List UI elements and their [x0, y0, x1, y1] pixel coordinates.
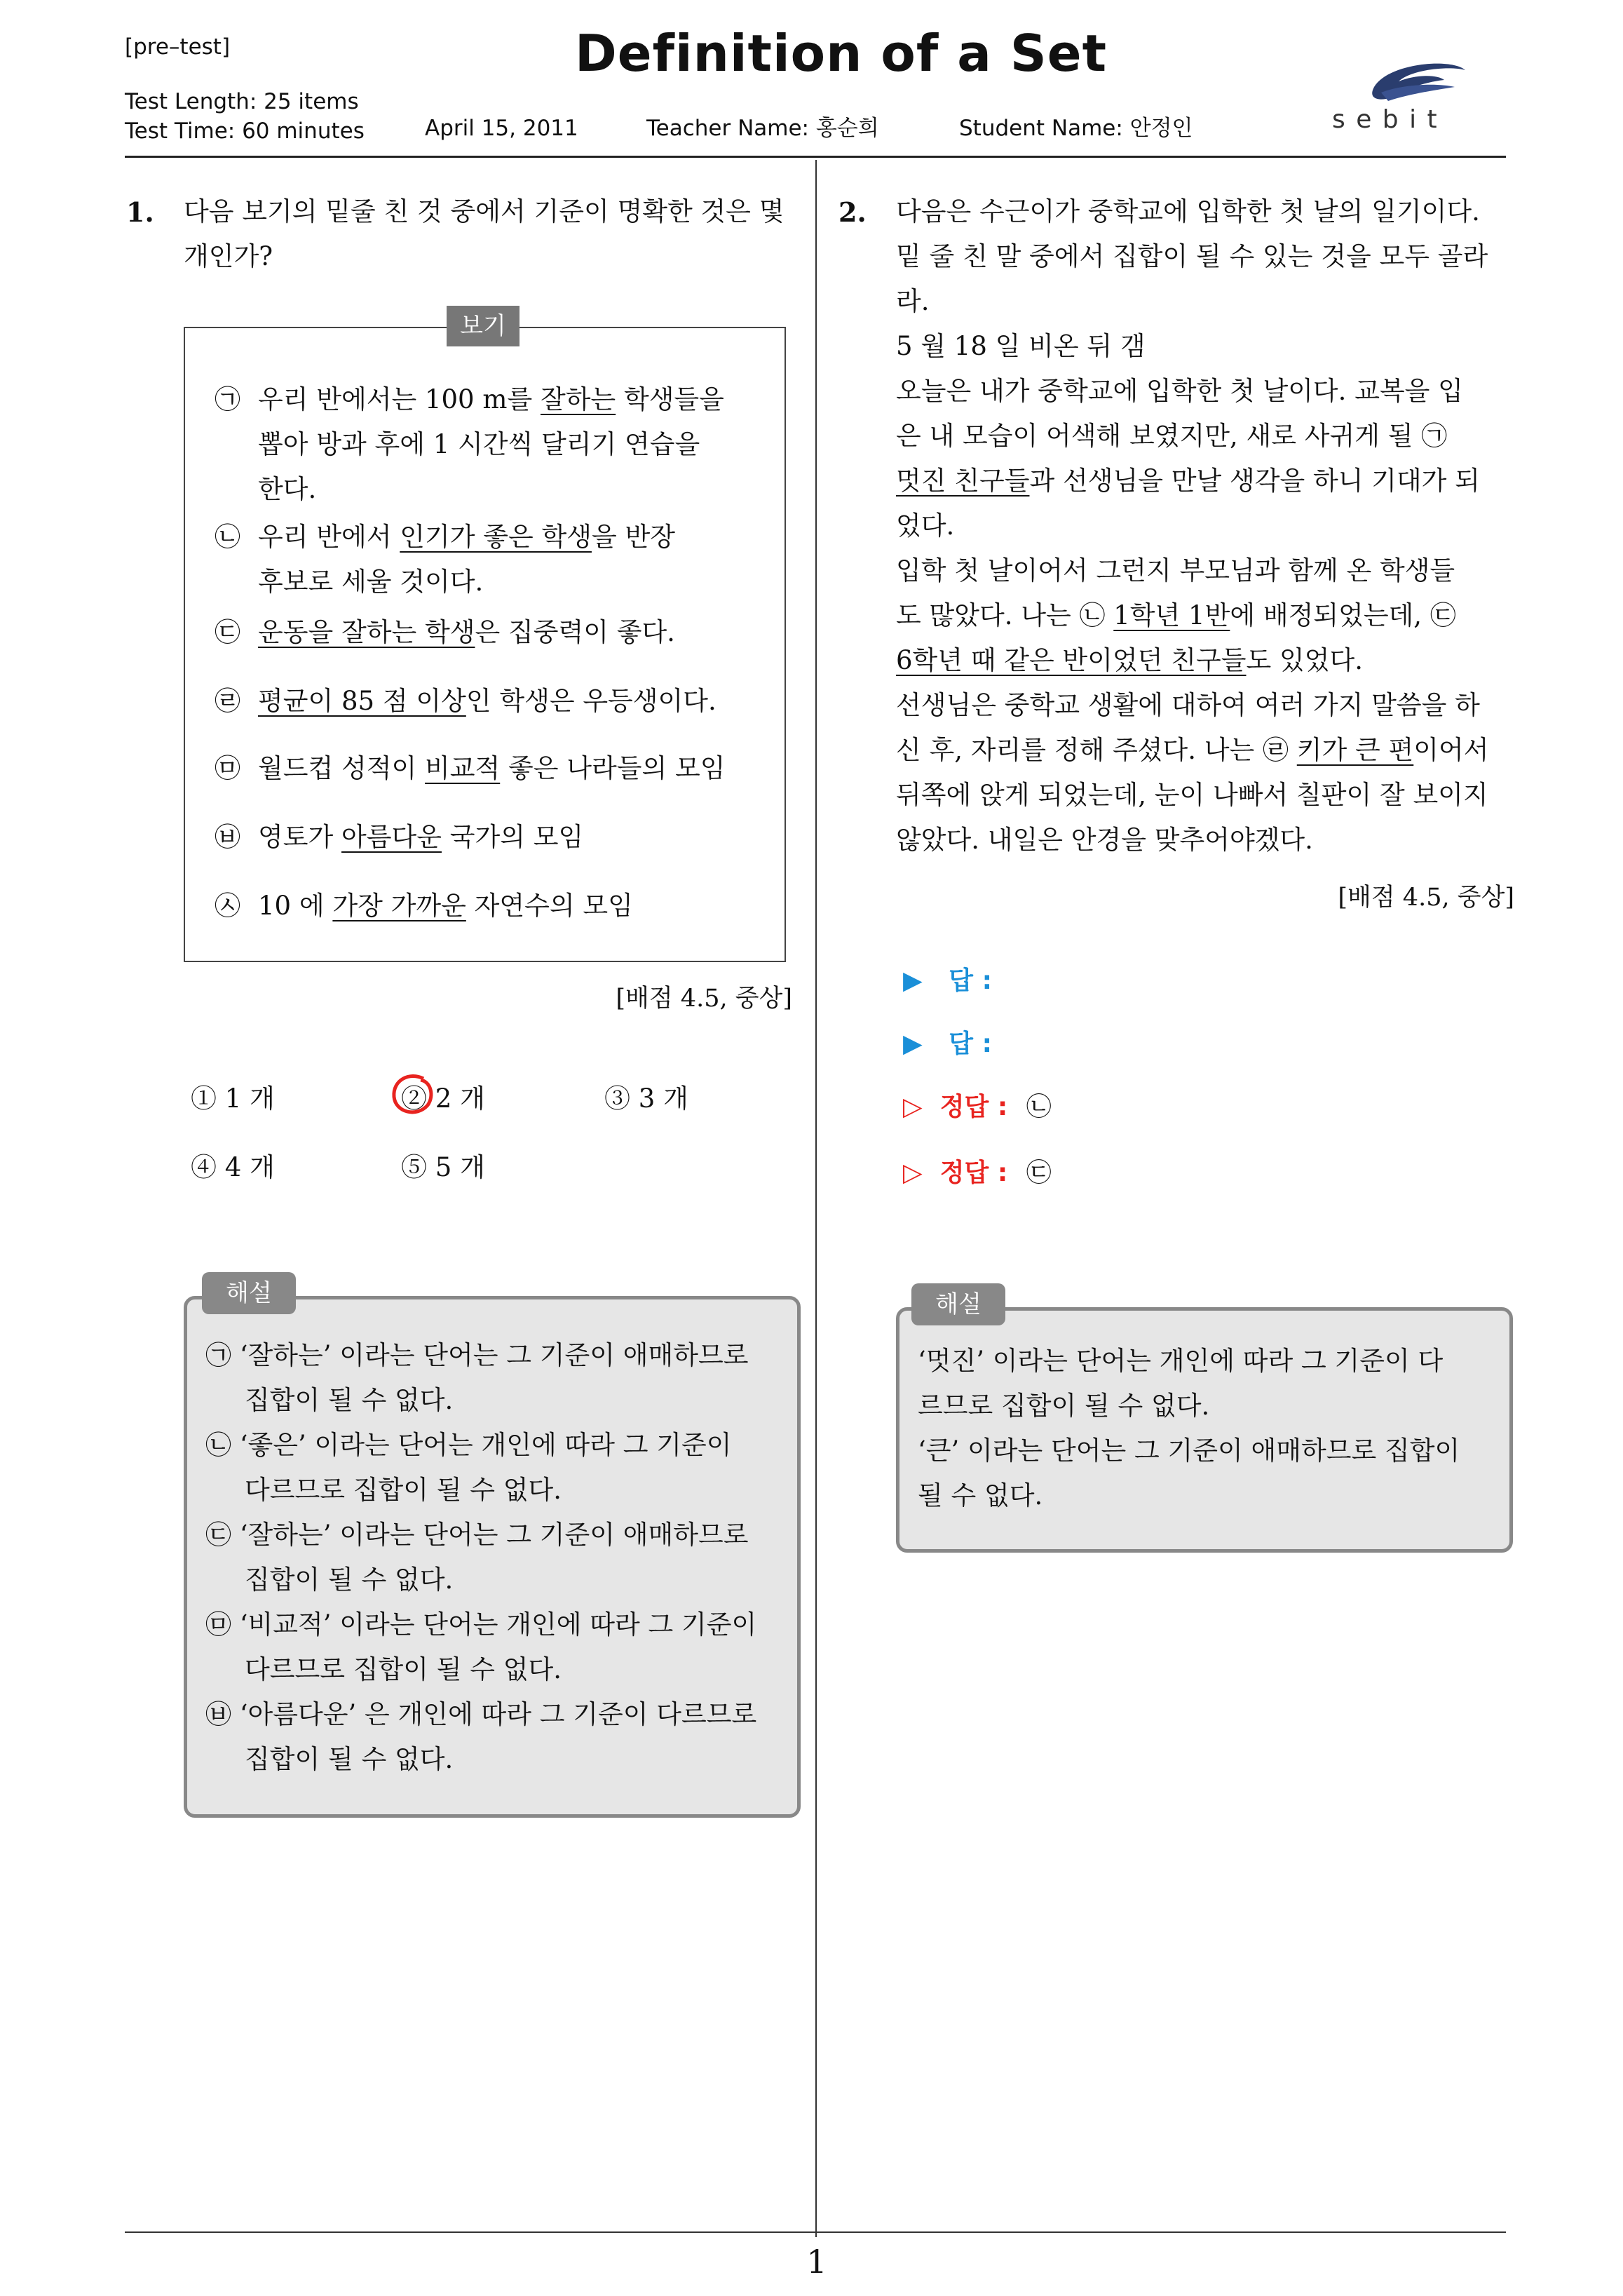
bogi-item-marker: ㉣	[215, 686, 240, 716]
test-date: April 15, 2011	[425, 116, 578, 141]
bogi-text: 우리 반에서	[258, 522, 400, 552]
q1-explain-line: ㉤ ‘비교적’ 이라는 단어는 개인에 따라 그 기준이	[205, 1609, 757, 1640]
answer-label: 답 :	[949, 1029, 993, 1058]
q2-text-line	[896, 818, 1513, 863]
bogi-item	[215, 377, 768, 512]
q2-text: 입학 첫 날이어서 그런지 부모님과 함께 온 학생들	[896, 555, 1455, 586]
q2-text: 5 월 18 일 비온 뒤 갬	[896, 331, 1146, 361]
q2-text: 신 후, 자리를 정해 주셨다. 나는 ㉣	[896, 735, 1297, 765]
q1-explain-line: 집합이 될 수 없다.	[245, 1565, 454, 1595]
bogi-text: 자연수의 모임	[466, 891, 633, 921]
q2-text-line	[896, 548, 1513, 593]
q2-text-line	[896, 189, 1513, 234]
correct-label: 정답 :	[939, 1159, 1008, 1187]
q2-explain-box	[896, 1307, 1513, 1553]
bogi-item-marker: ㉢	[215, 617, 240, 647]
q2-text-line	[896, 638, 1513, 683]
q2-explain-line: ‘멋진’ 이라는 단어는 개인에 따라 그 기준이 다	[918, 1346, 1444, 1376]
q1-explain-line: ㉢ ‘잘하는’ 이라는 단어는 그 기준이 애매하므로	[205, 1520, 749, 1550]
bogi-item-marker: ㉤	[215, 753, 240, 783]
q2-text: 도 있었다.	[1246, 645, 1363, 675]
underlined-phrase: 멋진 친구들	[896, 466, 1030, 496]
bogi-item-marker: ㉠	[215, 384, 240, 414]
q2-text: 과 선생님을 만날 생각을 하니 기대가 되	[1029, 466, 1480, 496]
choice-4[interactable]: ④ 4 개	[191, 1152, 275, 1182]
bogi-text: 학생들을	[616, 384, 724, 414]
bogi-label: 보기	[447, 306, 520, 346]
q2-text: 않았다. 내일은 안경을 맞추어야겠다.	[896, 825, 1313, 855]
bogi-text: 뽑아 방과 후에 1 시간씩 달리기 연습을	[258, 429, 700, 459]
red-triangle-outline-icon: ▷	[903, 1159, 923, 1187]
q1-explain-line: 다르므로 집합이 될 수 없다.	[245, 1654, 562, 1684]
q2-text-line	[896, 593, 1513, 638]
correct-row-1	[903, 1087, 1052, 1123]
q1-explain-line: 집합이 될 수 없다.	[245, 1385, 454, 1415]
underlined-phrase: 비교적	[424, 753, 501, 783]
q2-number: 2.	[838, 196, 867, 228]
q1-text-line: 다음 보기의 밑줄 친 것 중에서 기준이 명확한 것은 몇	[184, 196, 785, 227]
blue-triangle-icon: ▶	[903, 966, 923, 995]
underlined-phrase: 평균이 85 점 이상	[258, 686, 466, 716]
bogi-text: 좋은 나라들의 모임	[500, 753, 726, 783]
q1-text-line: 개인가?	[184, 241, 273, 271]
q1-explain-line: ㉠ ‘잘하는’ 이라는 단어는 그 기준이 애매하므로	[205, 1340, 749, 1370]
bogi-text: 은 집중력이 좋다.	[475, 617, 675, 647]
q2-text: 라.	[896, 286, 930, 316]
answer-label: 답 :	[949, 966, 993, 995]
choice-1[interactable]: ① 1 개	[191, 1083, 275, 1114]
blue-triangle-icon: ▶	[903, 1029, 923, 1058]
logo-text: s e b i t	[1332, 105, 1439, 134]
bogi-text: 10 에	[258, 891, 333, 921]
underlined-phrase: 1학년 1반	[1113, 600, 1230, 630]
test-tag: [pre–test]	[125, 34, 231, 60]
bogi-item-line	[215, 884, 768, 928]
footer-rule	[125, 2231, 1506, 2233]
q2-text: 오늘은 내가 중학교에 입학한 첫 날이다. 교복을 입	[896, 376, 1463, 406]
q2-text-line	[896, 728, 1513, 773]
underlined-phrase: 키가 큰 편	[1296, 735, 1414, 765]
bogi-text: 영토가	[258, 822, 341, 852]
bogi-text: 을 반장	[591, 522, 675, 552]
choice-3[interactable]: ③ 3 개	[604, 1083, 688, 1114]
answer-row-2	[903, 1024, 992, 1060]
bogi-item-line	[215, 746, 768, 791]
q2-explain-line: 르므로 집합이 될 수 없다.	[918, 1391, 1210, 1421]
q2-text-line	[896, 324, 1513, 369]
q2-explain-line: 될 수 없다.	[918, 1480, 1043, 1511]
bogi-item-line	[215, 560, 768, 605]
choice-2[interactable]: ② 2 개	[401, 1083, 485, 1114]
bogi-item	[215, 746, 768, 791]
bogi-text: 우리 반에서는 100 m를	[258, 384, 541, 414]
q1-explain-line: ㉥ ‘아름다운’ 은 개인에 따라 그 기준이 다르므로	[205, 1699, 757, 1729]
test-length: Test Length: 25 items	[125, 89, 359, 114]
q1-text	[184, 189, 808, 279]
underlined-phrase: 아름다운	[341, 822, 442, 852]
bogi-item-marker: ㉡	[215, 522, 240, 552]
selected-choice-circle	[388, 1072, 435, 1118]
bogi-text: 한다.	[258, 474, 317, 504]
q2-explain-label: 해설	[911, 1283, 1005, 1325]
q1-explain-box	[184, 1296, 801, 1818]
underlined-phrase: 운동을 잘하는 학생	[258, 617, 475, 647]
teacher-name: Teacher Name: 홍순희	[646, 116, 879, 141]
q2-text	[896, 189, 1513, 863]
bogi-item	[215, 515, 768, 605]
q2-text-line	[896, 683, 1513, 728]
page-number: 1	[806, 2243, 827, 2281]
q2-text: 도 많았다. 나는 ㉡	[896, 600, 1114, 630]
bogi-text: 후보로 세울 것이다.	[258, 567, 484, 597]
q2-text: 이어서	[1413, 735, 1489, 765]
bogi-item	[215, 679, 768, 724]
q2-text-line	[896, 414, 1513, 459]
bogi-item-line	[215, 610, 768, 655]
q1-score: [배점 4.5, 중상]	[616, 985, 792, 1013]
q2-text-line	[896, 279, 1513, 324]
bogi-text: 월드컵 성적이	[258, 753, 425, 783]
choice-5[interactable]: ⑤ 5 개	[401, 1152, 485, 1182]
column-divider	[815, 160, 817, 2237]
correct-label: 정답 :	[939, 1093, 1008, 1121]
bogi-item-line	[215, 679, 768, 724]
bogi-item-line	[215, 377, 768, 422]
q2-explain-line: ‘큰’ 이라는 단어는 그 기준이 애매하므로 집합이	[918, 1436, 1460, 1466]
bogi-item	[215, 610, 768, 655]
q2-score: [배점 4.5, 중상]	[1338, 884, 1514, 912]
q2-text-line	[896, 504, 1513, 548]
page-title: Definition of a Set	[575, 24, 1108, 83]
bogi-item-marker: ㉦	[215, 891, 240, 921]
q2-text: 밑 줄 친 말 중에서 집합이 될 수 있는 것을 모두 골라	[896, 241, 1488, 271]
underlined-phrase: 잘하는	[540, 384, 616, 414]
underlined-phrase: 가장 가까운	[332, 891, 466, 921]
header-rule	[125, 156, 1506, 158]
q2-text: 은 내 모습이 어색해 보였지만, 새로 사귀게 될 ㉠	[896, 421, 1448, 451]
q1-number: 1.	[126, 196, 154, 228]
bogi-item	[215, 884, 768, 928]
bogi-item	[215, 815, 768, 860]
q2-text-line	[896, 369, 1513, 414]
bogi-item-line	[215, 467, 768, 512]
student-name: Student Name: 안정인	[959, 116, 1193, 141]
correct-value: ㉢	[1026, 1159, 1052, 1187]
answer-row-1	[903, 961, 992, 997]
sebit-logo	[1332, 50, 1514, 142]
underlined-phrase: 인기가 좋은 학생	[400, 522, 592, 552]
q1-explain-line: 다르므로 집합이 될 수 없다.	[245, 1475, 562, 1505]
q1-explain-line: ㉡ ‘좋은’ 이라는 단어는 개인에 따라 그 기준이	[205, 1430, 732, 1460]
q2-text: 었다.	[896, 511, 955, 541]
correct-value: ㉡	[1026, 1093, 1052, 1121]
q2-text: 뒤쪽에 앉게 되었는데, 눈이 나빠서 칠판이 잘 보이지	[896, 780, 1488, 810]
bogi-text: 인 학생은 우등생이다.	[466, 686, 717, 716]
bogi-box	[184, 327, 786, 962]
bogi-item-line	[215, 422, 768, 467]
bogi-item-line	[215, 815, 768, 860]
q1-explain-line: 집합이 될 수 없다.	[245, 1744, 454, 1774]
correct-row-2	[903, 1153, 1052, 1189]
q2-text: 에 배정되었는데, ㉢	[1230, 600, 1456, 630]
q2-text: 선생님은 중학교 생활에 대하여 여러 가지 말씀을 하	[896, 690, 1480, 720]
red-triangle-outline-icon: ▷	[903, 1093, 923, 1121]
bogi-item-line	[215, 515, 768, 560]
bogi-item-marker: ㉥	[215, 822, 240, 852]
q2-text-line	[896, 773, 1513, 818]
underlined-phrase: 6학년 때 같은 반이었던 친구들	[896, 645, 1247, 675]
q2-text-line	[896, 234, 1513, 279]
q1-explain-label: 해설	[202, 1272, 296, 1314]
q2-text-line	[896, 459, 1513, 504]
test-time: Test Time: 60 minutes	[125, 119, 365, 144]
bogi-text: 국가의 모임	[441, 822, 584, 852]
q2-text: 다음은 수근이가 중학교에 입학한 첫 날의 일기이다.	[896, 196, 1480, 227]
